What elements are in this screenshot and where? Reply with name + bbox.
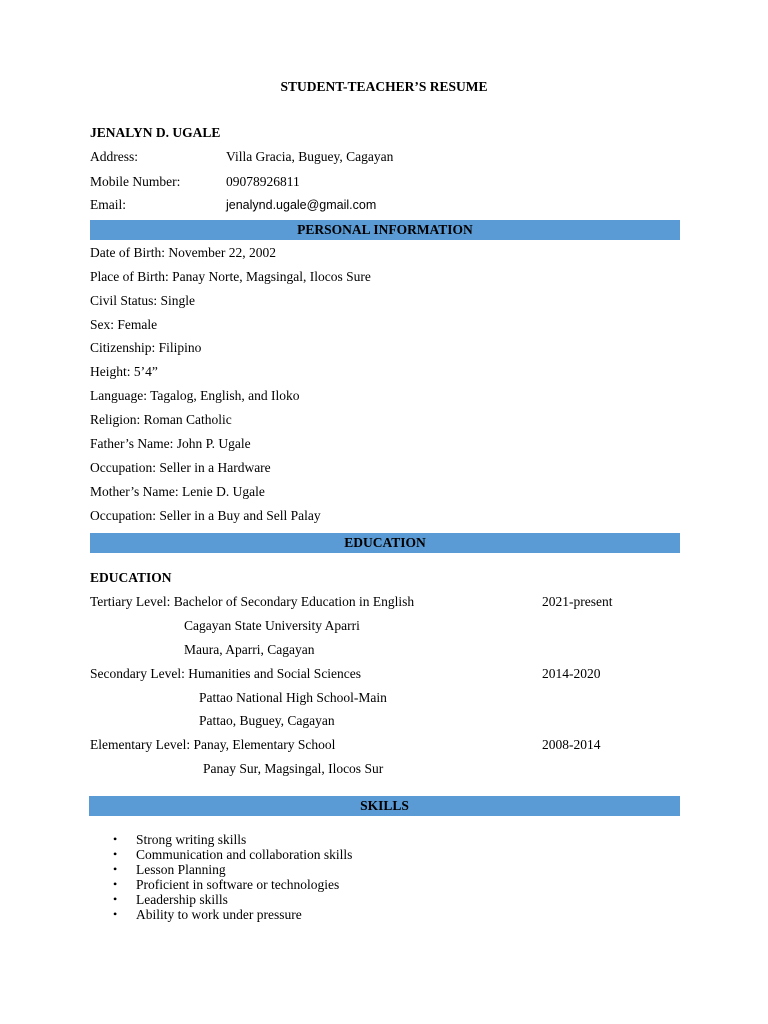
tertiary-years: 2021-present bbox=[542, 594, 613, 609]
bullet-icon: • bbox=[113, 877, 118, 891]
skills-list bbox=[0, 832, 352, 922]
personal-line: Date of Birth: November 22, 2002 bbox=[90, 245, 276, 260]
personal-line: Mother’s Name: Lenie D. Ugale bbox=[90, 484, 265, 499]
skills-heading: SKILLS bbox=[89, 796, 680, 816]
bullet-icon: • bbox=[113, 892, 118, 906]
personal-line: Language: Tagalog, English, and Iloko bbox=[90, 388, 300, 403]
personal-line: Citizenship: Filipino bbox=[90, 340, 202, 355]
bullet-icon: • bbox=[113, 847, 118, 861]
elementary-level: Elementary Level: Panay, Elementary School bbox=[90, 737, 336, 752]
list-item bbox=[0, 832, 352, 847]
tertiary-school: Cagayan State University Aparri bbox=[184, 618, 360, 633]
list-item bbox=[0, 847, 352, 862]
email-label: Email: bbox=[90, 197, 126, 212]
elementary-location: Panay Sur, Magsingal, Ilocos Sur bbox=[203, 761, 384, 776]
education-subheading: EDUCATION bbox=[90, 570, 172, 585]
address-label: Address: bbox=[90, 149, 138, 164]
secondary-level: Secondary Level: Humanities and Social Sciences bbox=[90, 666, 362, 681]
secondary-years: 2014-2020 bbox=[542, 666, 601, 681]
skill-text: Leadership skills bbox=[136, 892, 228, 907]
personal-line: Sex: Female bbox=[90, 317, 158, 332]
personal-line: Religion: Roman Catholic bbox=[90, 412, 232, 427]
personal-information-heading: PERSONAL INFORMATION bbox=[90, 220, 680, 240]
applicant-name: JENALYN D. UGALE bbox=[90, 125, 221, 140]
personal-line: Father’s Name: John P. Ugale bbox=[90, 436, 251, 451]
bullet-icon: • bbox=[113, 907, 118, 921]
mobile-label: Mobile Number: bbox=[90, 174, 181, 189]
education-heading: EDUCATION bbox=[90, 533, 680, 553]
personal-line: Height: 5’4” bbox=[90, 364, 158, 379]
list-item bbox=[0, 877, 352, 892]
list-item bbox=[0, 892, 352, 907]
mobile-value: 09078926811 bbox=[226, 174, 300, 189]
tertiary-location: Maura, Aparri, Cagayan bbox=[184, 642, 315, 657]
skill-text: Proficient in software or technologies bbox=[136, 877, 340, 892]
personal-line: Civil Status: Single bbox=[90, 293, 196, 308]
elementary-years: 2008-2014 bbox=[542, 737, 601, 752]
personal-line: Occupation: Seller in a Buy and Sell Palay bbox=[90, 508, 321, 523]
email-value: jenalynd.ugale@gmail.com bbox=[226, 198, 377, 212]
skill-text: Strong writing skills bbox=[136, 832, 247, 847]
address-value: Villa Gracia, Buguey, Cagayan bbox=[226, 149, 394, 164]
personal-line: Occupation: Seller in a Hardware bbox=[90, 460, 271, 475]
skill-text: Ability to work under pressure bbox=[136, 907, 302, 922]
skill-text: Lesson Planning bbox=[136, 862, 226, 877]
tertiary-level: Tertiary Level: Bachelor of Secondary Education in English bbox=[90, 594, 415, 609]
bullet-icon: • bbox=[113, 832, 118, 846]
secondary-school: Pattao National High School-Main bbox=[199, 690, 387, 705]
personal-line: Place of Birth: Panay Norte, Magsingal, Ilocos Sure bbox=[90, 269, 371, 284]
resume-title: STUDENT-TEACHER’S RESUME bbox=[280, 79, 488, 94]
skill-text: Communication and collaboration skills bbox=[136, 847, 353, 862]
list-item bbox=[0, 907, 352, 922]
bullet-icon: • bbox=[113, 862, 118, 876]
list-item bbox=[0, 862, 352, 877]
secondary-location: Pattao, Buguey, Cagayan bbox=[199, 713, 335, 728]
